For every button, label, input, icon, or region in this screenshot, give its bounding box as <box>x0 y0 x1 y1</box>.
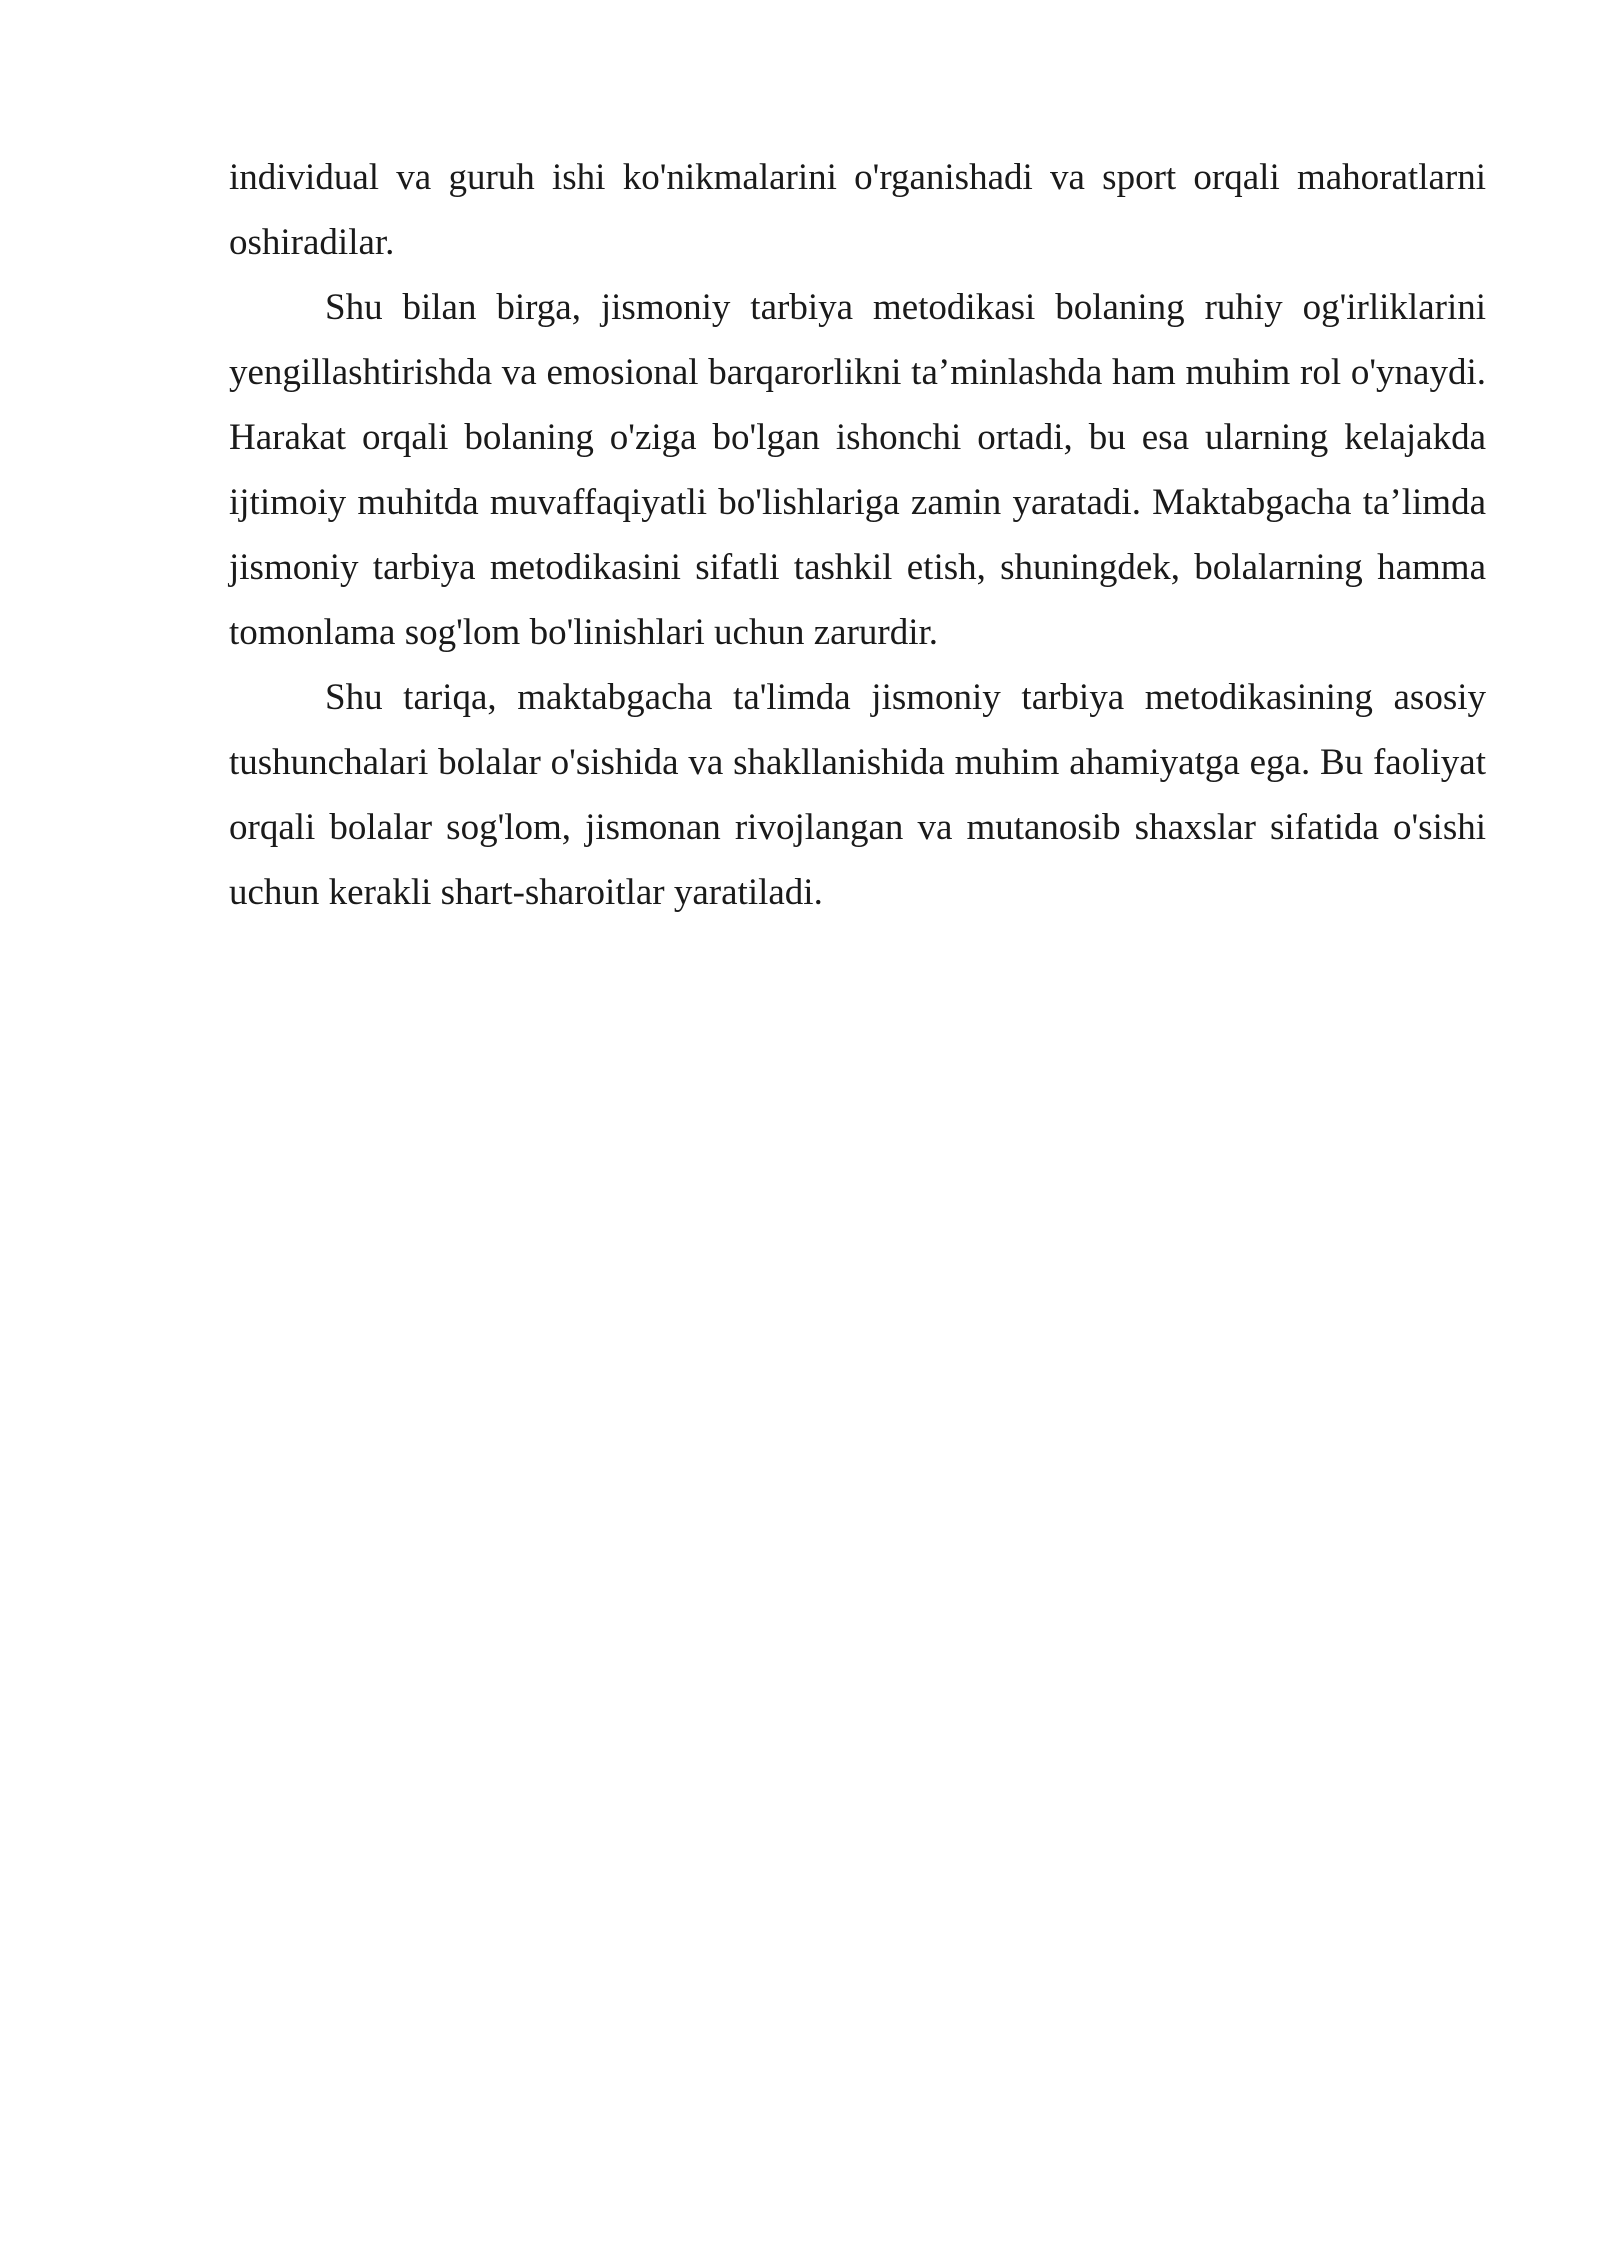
paragraph-emotional-stability: Shu bilan birga, jismoniy tarbiya metodikasi bolaning ruhiy og'irliklarini yengillashtirishda va emosional barqarorlikni ta’minlashda ham muhim rol o'ynaydi. Harakat orqali bolaning o'ziga bo'lgan ishonchi ortadi, bu esa ularning kelajakda ijtimoiy muhitda muvaffaqiyatli bo'lishlariga zamin yaratadi. Maktabgacha ta’limda jismoniy tarbiya metodikasini sifatli tashkil etish, shuningdek, bolalarning hamma tomonlama sog'lom bo'linishlari uchun zarurdir. <box>229 287 1486 653</box>
document-body <box>229 145 1486 925</box>
paragraph-continuation: individual va guruh ishi ko'nikmalarini o'rganishadi va sport orqali mahoratlarni oshiradilar. <box>229 157 1486 263</box>
paragraph-conclusion: Shu tariqa, maktabgacha ta'limda jismoniy tarbiya metodikasining asosiy tushunchalari bolalar o'sishida va shakllanishida muhim ahamiyatga ega. Bu faoliyat orqali bolalar sog'lom, jismonan rivojlangan va mutanosib shaxslar sifatida o'sishi uchun kerakli shart-sharoitlar yaratiladi. <box>229 677 1486 913</box>
